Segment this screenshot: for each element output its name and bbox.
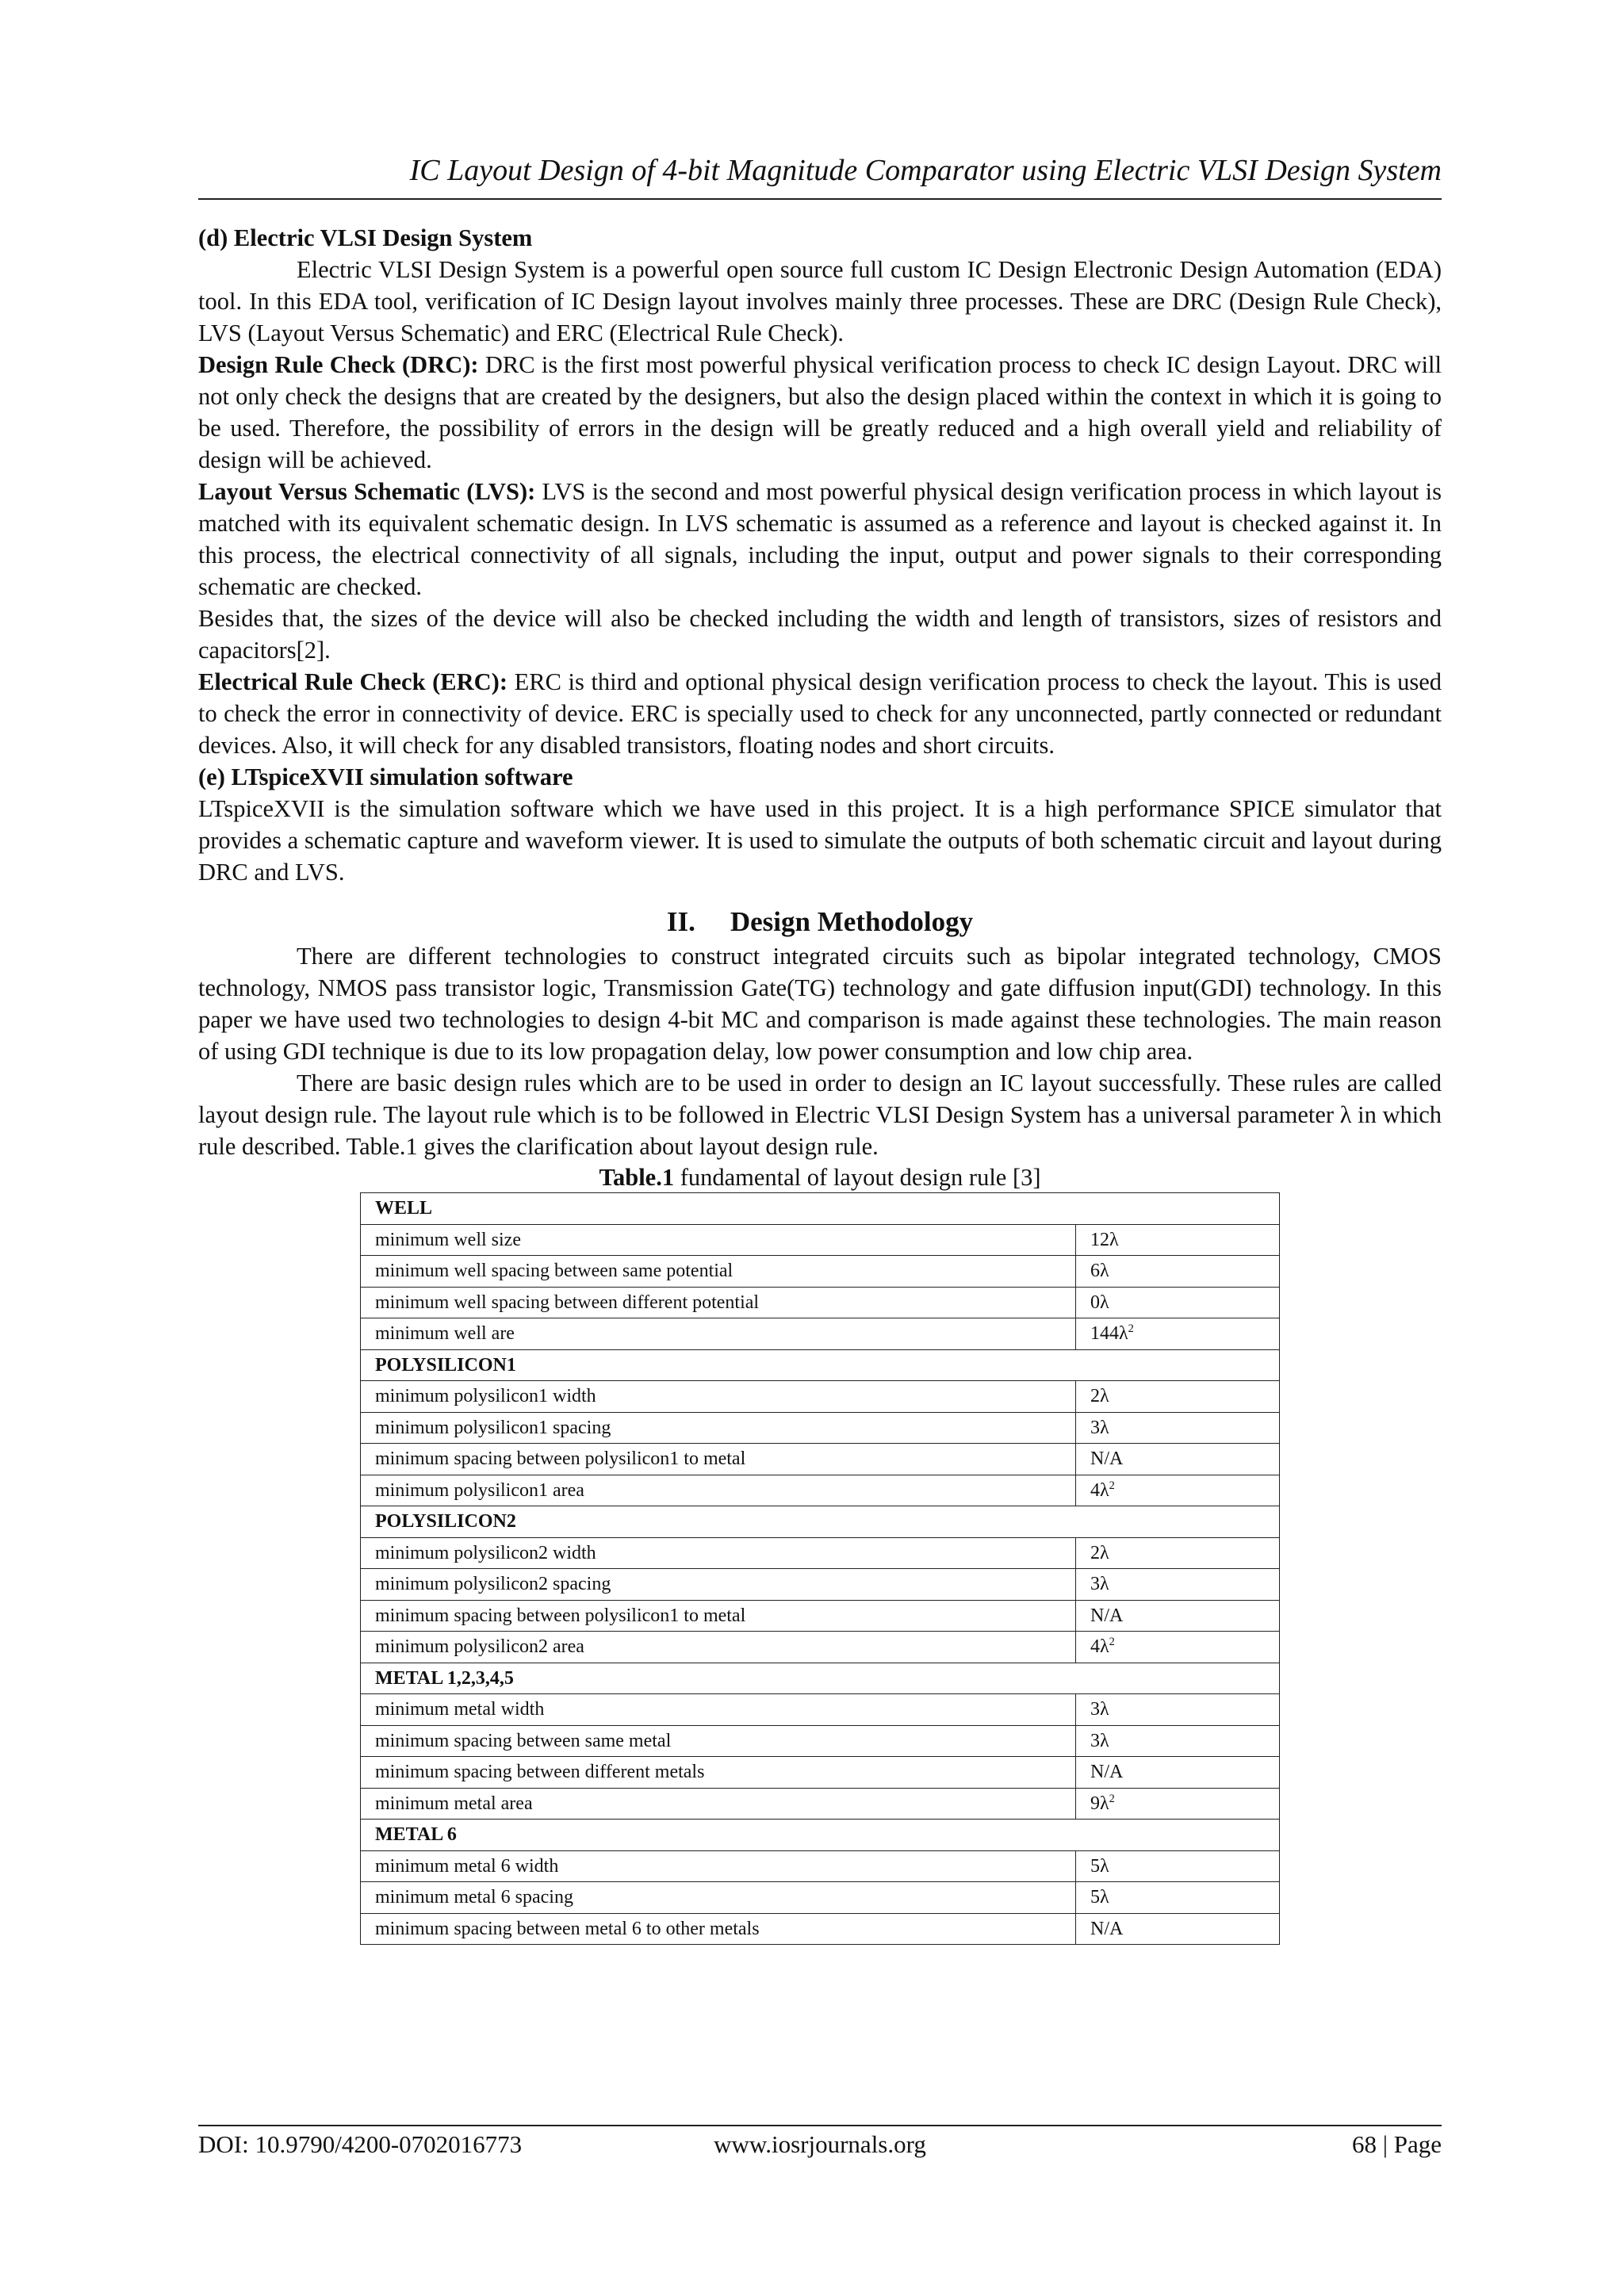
table-cell-rule: minimum spacing between metal 6 to other metals <box>361 1913 1076 1945</box>
footer-website: www.iosrjournals.org <box>714 2130 926 2158</box>
section-2-paragraph-2: There are basic design rules which are to be used in order to design an IC layout successfully. These rules are called layout design rule. The layout rule which is to be followed in Electric VLSI Design System has a universal parameter λ in which rule described. Table.1 gives the clarification about layout design rule. <box>198 1070 1442 1160</box>
erc-text: ERC is third and optional physical design verification process to check the layout. This is used to check the error in connectivity of device. ERC is specially used to check for any unconnected, partly connected or redundant devices. Also, it will check for any disabled transistors, floating nodes and short circuits. <box>198 668 1442 759</box>
table-value-exponent: 2 <box>1109 1479 1115 1492</box>
erc-paragraph <box>198 666 1442 761</box>
lvs-extra-paragraph: Besides that, the sizes of the device will also be checked including the width and length of transistors, sizes of resistors and capacitors[2]. <box>198 605 1442 664</box>
drc-paragraph <box>198 349 1442 476</box>
table-cell-rule: minimum well spacing between different potential <box>361 1287 1076 1318</box>
table-cell-value <box>1076 1725 1280 1757</box>
table-group-label: POLYSILICON1 <box>361 1349 1280 1381</box>
section-2-paragraph-1: There are different technologies to construct integrated circuits such as bipolar integrated technology, CMOS technology, NMOS pass transistor logic, Transmission Gate(TG) technology and gate diffusion input(GDI) technology. In this paper we have used two technologies to design 4-bit MC and comparison is made against these technologies. The main reason of using GDI technique is due to its low propagation delay, low power consumption and low chip area. <box>198 943 1442 1065</box>
table-row <box>361 1757 1280 1789</box>
table-caption <box>198 1162 1442 1192</box>
table-row <box>361 1913 1280 1945</box>
table-cell-rule: minimum spacing between different metals <box>361 1757 1076 1789</box>
table-group-label: METAL 6 <box>361 1820 1280 1851</box>
table-cell-value <box>1076 1412 1280 1444</box>
table-cell-rule: minimum polysilicon1 area <box>361 1475 1076 1506</box>
table-value-text: 0λ <box>1090 1292 1109 1313</box>
table-value-text: N/A <box>1090 1918 1124 1939</box>
table-cell-value <box>1076 1224 1280 1256</box>
table-row <box>361 1569 1280 1601</box>
table-cell-rule: minimum well size <box>361 1224 1076 1256</box>
table-row <box>361 1882 1280 1914</box>
table-cell-rule: minimum metal area <box>361 1788 1076 1820</box>
drc-text: DRC is the first most powerful physical verification process to check IC design Layout. DRC will not only check the designs that are created by the designers, but also the design placed within the context in which it is going to be used. Therefore, the possibility of errors in the design will be greatly reduced and a high overall yield and reliability of design will be achieved. <box>198 351 1442 473</box>
table-value-text: 5λ <box>1090 1887 1109 1908</box>
table-group-label: WELL <box>361 1193 1280 1225</box>
table-cell-value <box>1076 1757 1280 1789</box>
table-row <box>361 1537 1280 1569</box>
table-cell-value <box>1076 1882 1280 1914</box>
table-row <box>361 1224 1280 1256</box>
table-cell-rule: minimum polysilicon2 width <box>361 1537 1076 1569</box>
table-group-row <box>361 1193 1280 1225</box>
table-row <box>361 1287 1280 1318</box>
table-row <box>361 1412 1280 1444</box>
table-cell-value <box>1076 1788 1280 1820</box>
table-cell-value <box>1076 1381 1280 1413</box>
table-group-row <box>361 1663 1280 1694</box>
table-cell-rule: minimum polysilicon2 spacing <box>361 1569 1076 1601</box>
table-row <box>361 1600 1280 1632</box>
table-group-row <box>361 1349 1280 1381</box>
table-value-exponent: 2 <box>1109 1792 1115 1805</box>
table-cell-value <box>1076 1694 1280 1726</box>
footer-doi: DOI: 10.9790/4200-0702016773 <box>198 2130 523 2158</box>
lvs-text: LVS is the second and most powerful physical design verification process in which layout is matched with its equivalent schematic design. In LVS schematic is assumed as a reference and layout is checked against it. In this process, the electrical connectivity of all signals, including the input, output and power signals to their corresponding schematic are checked. <box>198 478 1442 600</box>
table-cell-rule: minimum metal width <box>361 1694 1076 1726</box>
table-row <box>361 1256 1280 1288</box>
table-cell-value <box>1076 1256 1280 1288</box>
table-value-text: 6λ <box>1090 1261 1109 1281</box>
table-caption-text: fundamental of layout design rule [3] <box>674 1164 1041 1191</box>
table-value-text: 144λ <box>1090 1323 1128 1344</box>
erc-term: Electrical Rule Check (ERC): <box>198 668 508 695</box>
table-cell-value <box>1076 1475 1280 1506</box>
table-row <box>361 1725 1280 1757</box>
table-row <box>361 1850 1280 1882</box>
table-row <box>361 1318 1280 1350</box>
table-row <box>361 1381 1280 1413</box>
lvs-paragraph <box>198 476 1442 603</box>
section-2-title <box>198 904 1442 940</box>
table-cell-rule: minimum spacing between polysilicon1 to metal <box>361 1600 1076 1632</box>
table-value-text: N/A <box>1090 1762 1124 1782</box>
table-value-text: N/A <box>1090 1448 1124 1469</box>
table-value-text: 9λ <box>1090 1793 1109 1814</box>
table-cell-rule: minimum polysilicon2 area <box>361 1632 1076 1663</box>
table-cell-rule: minimum well are <box>361 1318 1076 1350</box>
table-value-text: 3λ <box>1090 1574 1109 1594</box>
running-header: IC Layout Design of 4-bit Magnitude Comparator using Electric VLSI Design System <box>409 154 1442 187</box>
table-cell-value <box>1076 1850 1280 1882</box>
table-group-row <box>361 1820 1280 1851</box>
table-cell-value <box>1076 1632 1280 1663</box>
table-cell-value <box>1076 1913 1280 1945</box>
footer-divider <box>198 2125 1442 2126</box>
table-value-text: 4λ <box>1090 1636 1109 1657</box>
header-divider <box>198 198 1442 200</box>
table-cell-rule: minimum polysilicon1 spacing <box>361 1412 1076 1444</box>
table-cell-value <box>1076 1537 1280 1569</box>
table-value-exponent: 2 <box>1109 1636 1115 1648</box>
drc-term: Design Rule Check (DRC): <box>198 351 479 378</box>
table-cell-rule: minimum well spacing between same potential <box>361 1256 1076 1288</box>
section-2-title-text: Design Methodology <box>730 906 974 937</box>
table-row <box>361 1694 1280 1726</box>
table-cell-value <box>1076 1600 1280 1632</box>
table-group-row <box>361 1506 1280 1538</box>
design-rule-table <box>360 1192 1280 1945</box>
table-group-label: METAL 1,2,3,4,5 <box>361 1663 1280 1694</box>
table-row <box>361 1632 1280 1663</box>
table-value-text: 2λ <box>1090 1542 1109 1563</box>
table-value-text: 3λ <box>1090 1417 1109 1438</box>
table-value-text: 12λ <box>1090 1229 1119 1250</box>
table-cell-value <box>1076 1569 1280 1601</box>
table-cell-value <box>1076 1444 1280 1475</box>
table-row <box>361 1475 1280 1506</box>
table-value-text: 2λ <box>1090 1386 1109 1406</box>
table-value-text: 4λ <box>1090 1479 1109 1501</box>
table-row <box>361 1788 1280 1820</box>
section-d-heading: (d) Electric VLSI Design System <box>198 224 533 251</box>
page-body <box>198 222 1442 1945</box>
table-value-exponent: 2 <box>1128 1322 1134 1335</box>
table-cell-rule: minimum spacing between same metal <box>361 1725 1076 1757</box>
table-caption-label: Table.1 <box>599 1164 675 1191</box>
section-d-intro: Electric VLSI Design System is a powerful open source full custom IC Design Electronic Design Automation (EDA) tool. In this EDA tool, verification of IC Design layout involves mainly three processes. These are DRC (Design Rule Check), LVS (Layout Versus Schematic) and ERC (Electrical Rule Check). <box>198 256 1442 346</box>
table-value-text: 3λ <box>1090 1730 1109 1751</box>
table-cell-rule: minimum polysilicon1 width <box>361 1381 1076 1413</box>
section-e-heading: (e) LTspiceXVII simulation software <box>198 763 573 790</box>
lvs-term: Layout Versus Schematic (LVS): <box>198 478 536 505</box>
table-row <box>361 1444 1280 1475</box>
footer-page-number: 68 | Page <box>1352 2130 1442 2158</box>
table-cell-value <box>1076 1318 1280 1350</box>
section-2-number: II. <box>666 906 695 937</box>
table-value-text: 5λ <box>1090 1855 1109 1877</box>
table-group-label: POLYSILICON2 <box>361 1506 1280 1538</box>
table-value-text: 3λ <box>1090 1699 1109 1720</box>
table-cell-rule: minimum spacing between polysilicon1 to metal <box>361 1444 1076 1475</box>
table-cell-rule: minimum metal 6 spacing <box>361 1882 1076 1914</box>
table-cell-value <box>1076 1287 1280 1318</box>
section-e-text: LTspiceXVII is the simulation software which we have used in this project. It is a high performance SPICE simulator that provides a schematic capture and waveform viewer. It is used to simulate the outputs of both schematic circuit and layout during DRC and LVS. <box>198 795 1442 886</box>
table-value-text: N/A <box>1090 1605 1124 1626</box>
table-cell-rule: minimum metal 6 width <box>361 1850 1076 1882</box>
